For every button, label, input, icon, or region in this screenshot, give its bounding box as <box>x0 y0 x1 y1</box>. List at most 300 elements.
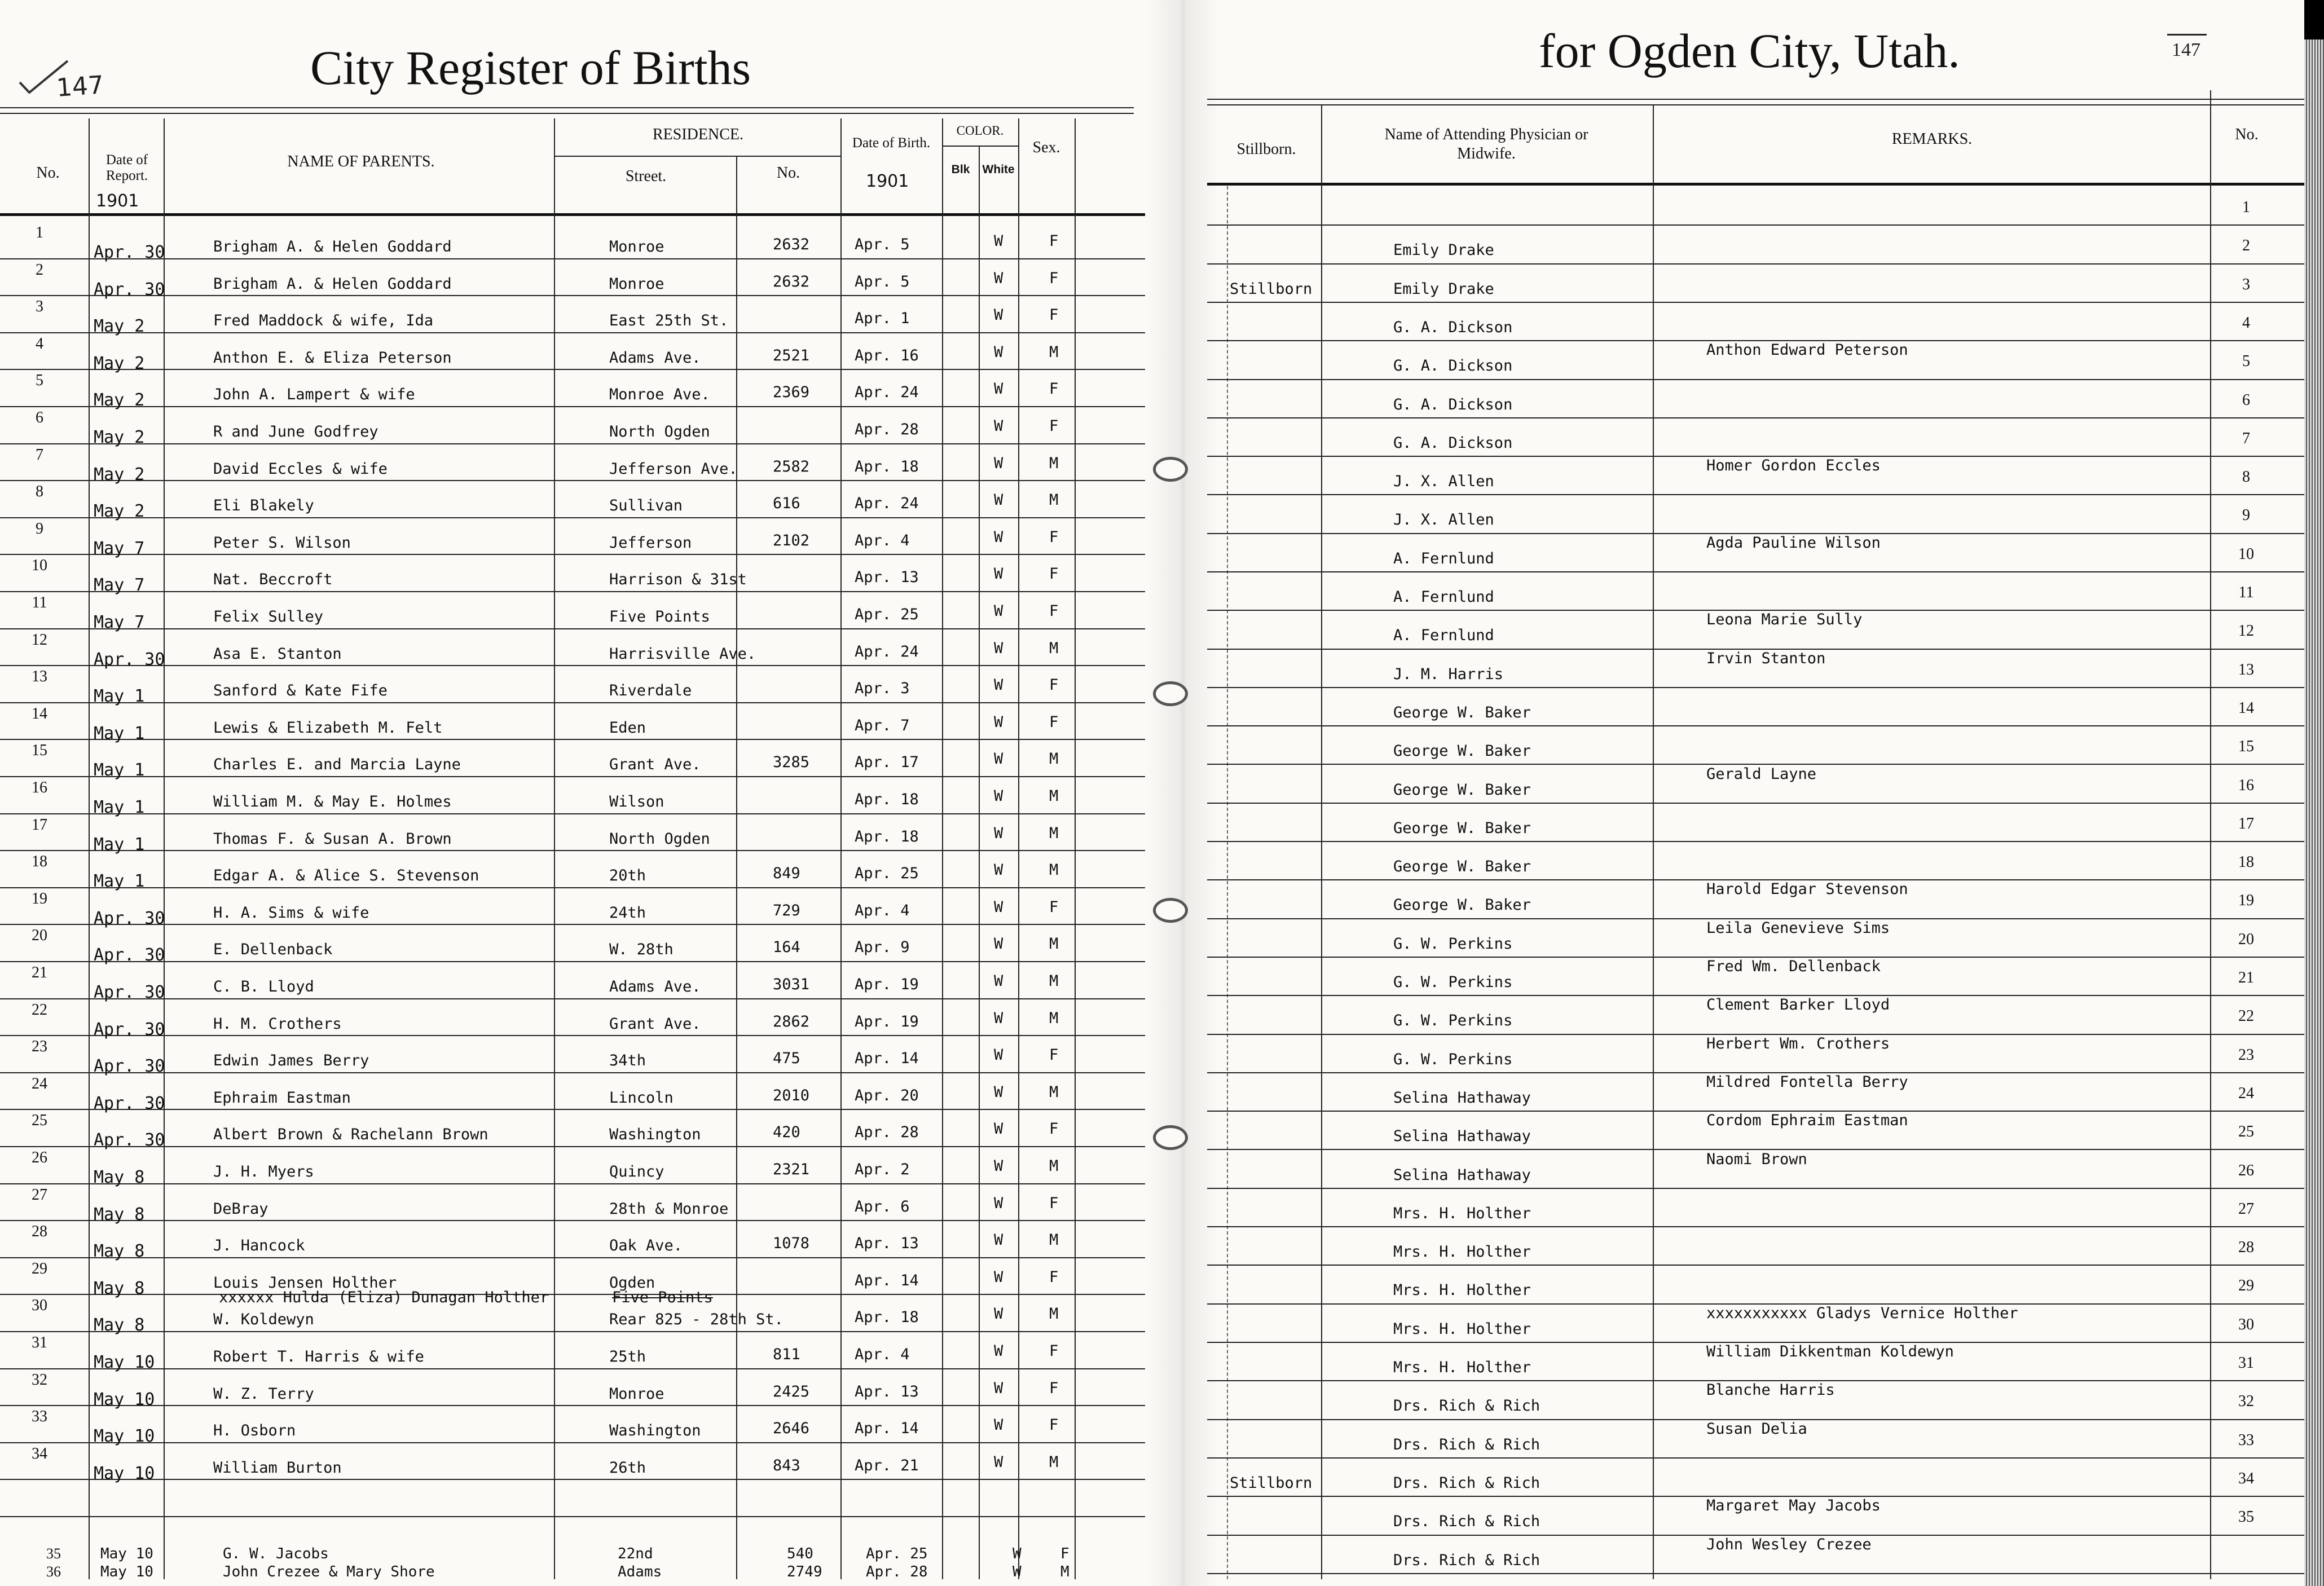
report-date: May 2 <box>94 501 145 521</box>
color-header-rule <box>942 146 1018 147</box>
residence-street: 22nd <box>618 1545 653 1562</box>
attending-physician: Mrs. H. Holther <box>1393 1359 1531 1376</box>
parents-name: David Eccles & wife <box>213 460 388 478</box>
attending-physician: Mrs. H. Holther <box>1393 1320 1531 1338</box>
birth-date: Apr. 1 <box>855 310 910 327</box>
row-number: 15 <box>32 742 47 759</box>
attending-physician: Drs. Rich & Rich <box>1393 1436 1540 1453</box>
residence-street: Ogden <box>609 1274 655 1292</box>
row-rule <box>0 1405 1145 1406</box>
report-date: Apr. 30 <box>94 983 165 1002</box>
row-rule <box>0 1183 1145 1184</box>
color-mark: W <box>994 825 1003 842</box>
remarks-child-name: Anthon Edward Peterson <box>1706 341 1908 359</box>
parents-name: Thomas F. & Susan A. Brown <box>213 830 452 848</box>
row-rule <box>0 776 1145 777</box>
row-rule <box>0 443 1145 444</box>
header-no: No. <box>36 164 60 182</box>
residence-street: Monroe Ave. <box>609 386 710 403</box>
row-rule <box>1207 1188 2304 1189</box>
row-rule <box>0 295 1145 296</box>
report-date: May 8 <box>94 1241 145 1261</box>
row-rule <box>1207 1265 2304 1266</box>
birth-date: Apr. 25 <box>855 865 919 882</box>
col-rule <box>1018 118 1019 1579</box>
remarks-child-name: Irvin Stanton <box>1706 650 1826 667</box>
parents-name: Louis Jensen Holther <box>213 1274 397 1292</box>
color-mark: W <box>994 232 1003 250</box>
birth-date: Apr. 25 <box>866 1545 928 1562</box>
report-date: Apr. 30 <box>94 1056 165 1076</box>
attending-physician: Emily Drake <box>1393 241 1494 259</box>
row-number: 13 <box>32 668 47 685</box>
header-color: COLOR. <box>956 124 1004 138</box>
row-rule <box>0 591 1145 592</box>
row-rule <box>1207 1226 2304 1227</box>
birth-date: Apr. 20 <box>855 1087 919 1104</box>
residence-street: Grant Ave. <box>609 1015 701 1033</box>
color-mark: W <box>994 1157 1003 1175</box>
attending-physician: J. X. Allen <box>1393 511 1494 528</box>
row-number: 5 <box>2242 353 2250 370</box>
row-number: 19 <box>32 890 47 907</box>
sex-mark: M <box>1049 1157 1059 1175</box>
row-number: 8 <box>2242 468 2250 486</box>
residence-number: 2010 <box>773 1087 810 1104</box>
row-rule <box>0 1220 1145 1221</box>
parents-name: Brigham A. & Helen Goddard <box>213 275 452 293</box>
row-number: 22 <box>32 1001 47 1019</box>
color-mark: W <box>994 1342 1003 1360</box>
row-number: 9 <box>2242 506 2250 524</box>
color-mark: W <box>994 1083 1003 1101</box>
sex-mark: M <box>1049 491 1059 509</box>
birth-date: Apr. 21 <box>855 1457 919 1474</box>
header-rule-top-left <box>0 107 1134 114</box>
residence-number: 2521 <box>773 347 810 364</box>
residence-number: 729 <box>773 902 800 919</box>
parents-name-line2: xxxxxx Hulda (Eliza) Dunagan Holther <box>219 1289 549 1306</box>
birth-date: Apr. 28 <box>866 1563 928 1580</box>
parents-name: John A. Lampert & wife <box>213 386 415 403</box>
color-mark: W <box>1013 1545 1022 1562</box>
parents-name: G. W. Jacobs <box>223 1545 329 1562</box>
residence-street: Five Points <box>609 608 710 625</box>
birth-date: Apr. 19 <box>855 1013 919 1030</box>
row-number: 16 <box>2238 777 2254 794</box>
sex-mark: M <box>1060 1563 1069 1580</box>
residence-number: 2425 <box>773 1383 810 1400</box>
residence-street: 34th <box>609 1052 646 1069</box>
color-mark: W <box>994 713 1003 731</box>
row-number: 4 <box>2242 314 2250 332</box>
report-date: May 8 <box>94 1315 145 1335</box>
row-number: 5 <box>36 372 43 389</box>
row-number: 19 <box>2238 892 2254 909</box>
header-year-birth: 1901 <box>866 171 909 191</box>
row-number: 35 <box>2238 1508 2254 1526</box>
row-rule <box>0 369 1145 370</box>
residence-street: Washington <box>609 1422 701 1439</box>
color-mark: W <box>994 602 1003 620</box>
row-number: 3 <box>36 298 43 315</box>
row-rule <box>0 258 1145 259</box>
remarks-child-name: William Dikkentman Koldewyn <box>1706 1343 1954 1360</box>
residence-street: Grant Ave. <box>609 756 701 773</box>
parents-name: Edgar A. & Alice S. Stevenson <box>213 867 479 884</box>
row-rule <box>0 850 1145 851</box>
color-mark: W <box>994 750 1003 768</box>
sex-mark: F <box>1049 1416 1059 1434</box>
row-number: 7 <box>2242 430 2250 447</box>
sex-mark: F <box>1049 898 1059 916</box>
row-rule <box>0 1442 1145 1443</box>
header-stillborn: Stillborn. <box>1236 140 1296 158</box>
row-number: 31 <box>32 1334 47 1351</box>
residence-street: Monroe <box>609 238 664 255</box>
color-mark: W <box>994 935 1003 953</box>
header-sex: Sex. <box>1032 139 1060 156</box>
row-number: 1 <box>36 224 43 241</box>
birth-date: Apr. 13 <box>855 569 919 586</box>
report-date: May 2 <box>94 390 145 410</box>
residence-street: Jefferson Ave. <box>609 460 738 478</box>
row-rule <box>0 332 1145 333</box>
residence-number: 2632 <box>773 273 810 290</box>
sex-mark: F <box>1049 713 1059 731</box>
row-rule <box>1207 302 2304 303</box>
birth-date: Apr. 6 <box>855 1198 910 1215</box>
residence-street: East 25th St. <box>609 312 729 329</box>
parents-name: John Crezee & Mary Shore <box>223 1563 435 1580</box>
row-number: 28 <box>2238 1239 2254 1256</box>
residence-number: 2646 <box>773 1420 810 1437</box>
sex-mark: M <box>1049 1453 1059 1471</box>
report-date: May 1 <box>94 835 145 854</box>
birth-date: Apr. 18 <box>855 791 919 808</box>
sex-mark: F <box>1049 1120 1059 1138</box>
col-rule <box>89 118 90 1579</box>
attending-physician: G. W. Perkins <box>1393 973 1513 991</box>
residence-number: 811 <box>773 1346 800 1363</box>
attending-physician: Drs. Rich & Rich <box>1393 1397 1540 1415</box>
birth-date: Apr. 18 <box>855 828 919 845</box>
residence-street: Adams <box>618 1563 662 1580</box>
row-number: 27 <box>32 1186 47 1204</box>
parents-name: H. M. Crothers <box>213 1015 342 1033</box>
color-mark: W <box>994 640 1003 657</box>
attending-physician: Selina Hathaway <box>1393 1089 1531 1107</box>
parents-name: Albert Brown & Rachelann Brown <box>213 1126 488 1143</box>
parents-name: Felix Sulley <box>213 608 324 625</box>
attending-physician: J. M. Harris <box>1393 666 1504 683</box>
parents-name: W. Koldewyn <box>213 1311 314 1328</box>
col-rule <box>554 118 555 1579</box>
sex-mark: M <box>1049 1083 1059 1101</box>
row-number: 12 <box>32 631 47 649</box>
color-mark: W <box>994 343 1003 361</box>
remarks-child-name: Homer Gordon Eccles <box>1706 457 1881 474</box>
row-rule <box>0 1072 1145 1073</box>
residence-number: 2749 <box>787 1563 822 1580</box>
residence-street: Adams Ave. <box>609 349 701 367</box>
residence-number: 2862 <box>773 1013 810 1030</box>
row-number: 18 <box>32 853 47 870</box>
remarks-child-name: xxxxxxxxxxx Gladys Vernice Holther <box>1706 1305 2018 1322</box>
report-date: May 10 <box>94 1352 155 1372</box>
color-mark: W <box>994 491 1003 509</box>
row-rule <box>1207 263 2304 265</box>
parents-name: Nat. Beccroft <box>213 571 333 588</box>
row-rule <box>0 1035 1145 1036</box>
header-physician: Name of Attending Physician or Midwife. <box>1384 126 1588 162</box>
parents-name: J. H. Myers <box>213 1163 314 1180</box>
remarks-child-name: Susan Delia <box>1706 1420 1807 1438</box>
row-number: 8 <box>36 483 43 500</box>
residence-number: 2369 <box>773 384 810 401</box>
row-rule <box>1207 1149 2304 1150</box>
residence-number: 616 <box>773 495 800 512</box>
row-rule <box>0 887 1145 888</box>
residence-street: Harrisville Ave. <box>609 645 756 663</box>
row-rule <box>0 961 1145 962</box>
attending-physician: George W. Baker <box>1393 858 1531 875</box>
row-number: 4 <box>36 335 43 353</box>
col-rule <box>1227 186 1228 1579</box>
row-number: 10 <box>32 557 47 574</box>
header-parents: NAME OF PARENTS. <box>287 153 435 170</box>
remarks-child-name: Clement Barker Lloyd <box>1706 996 1890 1014</box>
report-date: May 10 <box>94 1390 155 1409</box>
residence-number: 2632 <box>773 236 810 253</box>
row-rule <box>1207 224 2304 226</box>
report-date: May 1 <box>94 760 145 780</box>
report-date: Apr. 30 <box>94 945 165 965</box>
residence-street: Eden <box>609 719 646 737</box>
row-number: 31 <box>2238 1354 2254 1372</box>
sex-mark: M <box>1049 935 1059 953</box>
residence-street: W. 28th <box>609 941 674 958</box>
report-date: May 1 <box>94 871 145 891</box>
row-rule <box>0 628 1145 629</box>
row-rule <box>0 665 1145 666</box>
row-number: 22 <box>2238 1007 2254 1025</box>
sex-mark: F <box>1049 306 1059 324</box>
row-number: 33 <box>2238 1431 2254 1449</box>
birth-date: Apr. 5 <box>855 236 910 253</box>
parents-name: Peter S. Wilson <box>213 534 351 552</box>
residence-street: Adams Ave. <box>609 978 701 995</box>
attending-physician: George W. Baker <box>1393 896 1531 914</box>
remarks-child-name: Harold Edgar Stevenson <box>1706 880 1908 898</box>
row-rule <box>1207 379 2304 380</box>
residence-number: 164 <box>773 939 800 956</box>
attending-physician: George W. Baker <box>1393 781 1531 799</box>
attending-physician: G. W. Perkins <box>1393 935 1513 953</box>
color-mark: W <box>994 1120 1003 1138</box>
birth-date: Apr. 14 <box>855 1420 919 1437</box>
color-mark: W <box>994 861 1003 879</box>
row-rule <box>1207 803 2304 804</box>
sex-mark: F <box>1049 1380 1059 1397</box>
row-rule <box>1207 764 2304 765</box>
row-number: 16 <box>32 779 47 796</box>
birth-date: Apr. 28 <box>855 421 919 438</box>
row-number: 30 <box>32 1297 47 1314</box>
parents-name: Anthon E. & Eliza Peterson <box>213 349 452 367</box>
parents-name: Fred Maddock & wife, Ida <box>213 312 434 329</box>
row-number: 14 <box>2238 699 2254 717</box>
parents-name: Edwin James Berry <box>213 1052 369 1069</box>
residence-number: 1078 <box>773 1235 810 1252</box>
birth-date: Apr. 13 <box>855 1235 919 1252</box>
remarks-child-name: Leila Genevieve Sims <box>1706 919 1890 937</box>
row-number: 1 <box>2242 199 2250 216</box>
color-mark: W <box>994 676 1003 694</box>
birth-date: Apr. 18 <box>855 1309 919 1326</box>
parents-name: H. A. Sims & wife <box>213 904 369 922</box>
remarks-child-name: Fred Wm. Dellenback <box>1706 958 1881 975</box>
row-rule <box>0 998 1145 999</box>
report-date: May 10 <box>100 1563 153 1580</box>
attending-physician: Mrs. H. Holther <box>1393 1281 1531 1299</box>
row-number: 26 <box>2238 1162 2254 1179</box>
row-number: 29 <box>32 1260 47 1277</box>
row-number: 35 <box>46 1545 61 1562</box>
attending-physician: G. A. Dickson <box>1393 396 1513 413</box>
report-date: May 10 <box>94 1464 155 1483</box>
report-date: May 10 <box>94 1426 155 1446</box>
birth-date: Apr. 28 <box>855 1124 919 1141</box>
row-rule <box>1207 687 2304 688</box>
color-mark: W <box>994 417 1003 435</box>
parents-name: Brigham A. & Helen Goddard <box>213 238 452 255</box>
row-rule <box>0 554 1145 555</box>
attending-physician: A. Fernlund <box>1393 627 1494 644</box>
row-number: 10 <box>2238 545 2254 563</box>
parents-name: DeBray <box>213 1200 269 1218</box>
residence-street: 20th <box>609 867 646 884</box>
sex-mark: M <box>1049 455 1059 472</box>
report-date: Apr. 30 <box>94 909 165 928</box>
attending-physician: Selina Hathaway <box>1393 1166 1531 1184</box>
residence-street: 25th <box>609 1348 646 1365</box>
sex-mark: F <box>1049 528 1059 546</box>
birth-date: Apr. 16 <box>855 347 919 364</box>
sex-mark: M <box>1049 1231 1059 1249</box>
binder-ring <box>1153 898 1188 923</box>
row-number: 11 <box>32 594 47 611</box>
sex-mark: M <box>1049 787 1059 805</box>
sex-mark: M <box>1049 750 1059 768</box>
row-number: 9 <box>36 520 43 538</box>
book-gutter <box>1146 0 1220 1586</box>
color-mark: W <box>994 1453 1003 1471</box>
parents-name: Lewis & Elizabeth M. Felt <box>213 719 443 737</box>
report-date: May 8 <box>94 1168 145 1187</box>
birth-date: Apr. 5 <box>855 273 910 290</box>
parents-name: H. Osborn <box>213 1422 296 1439</box>
binder-ring <box>1153 681 1188 706</box>
sex-mark: F <box>1049 1046 1059 1064</box>
color-mark: W <box>994 787 1003 805</box>
row-rule <box>1207 494 2304 495</box>
binder-ring <box>1153 1125 1188 1150</box>
header-white: White <box>982 163 1015 176</box>
row-rule <box>0 1146 1145 1147</box>
row-number: 34 <box>32 1445 47 1462</box>
row-number: 21 <box>2238 969 2254 986</box>
report-date: May 1 <box>94 686 145 706</box>
col-rule <box>164 118 165 1579</box>
header-res-no: No. <box>776 164 800 182</box>
col-rule <box>840 118 842 1579</box>
sex-mark: F <box>1049 1342 1059 1360</box>
report-date: May 1 <box>94 798 145 817</box>
residence-number: 849 <box>773 865 800 882</box>
color-mark: W <box>994 270 1003 287</box>
residence-street-line2: Five Points <box>612 1289 713 1306</box>
row-rule <box>0 480 1145 481</box>
row-rule <box>0 924 1145 925</box>
residence-street: Monroe <box>609 1385 664 1403</box>
sex-mark: M <box>1049 861 1059 879</box>
attending-physician: Drs. Rich & Rich <box>1393 1513 1540 1530</box>
row-rule <box>1207 841 2304 842</box>
header-blk: Blk <box>951 163 970 176</box>
header-rule-bottom-left <box>0 213 1145 216</box>
row-number: 2 <box>2242 237 2250 254</box>
attending-physician: G. W. Perkins <box>1393 1012 1513 1029</box>
row-number: 14 <box>32 705 47 722</box>
attending-physician: Drs. Rich & Rich <box>1393 1552 1540 1569</box>
attending-physician: G. A. Dickson <box>1393 319 1513 336</box>
remarks-child-name: Blanche Harris <box>1706 1381 1835 1399</box>
row-number: 15 <box>2238 738 2254 755</box>
remarks-child-name: Agda Pauline Wilson <box>1706 534 1881 552</box>
residence-street: Harrison & 31st <box>609 571 747 588</box>
col-rule <box>2210 90 2211 1579</box>
sex-mark: F <box>1049 232 1059 250</box>
col-rule <box>979 146 980 1579</box>
color-mark: W <box>994 898 1003 916</box>
row-number: 17 <box>2238 815 2254 832</box>
row-rule <box>0 406 1145 407</box>
row-number: 13 <box>2238 661 2254 679</box>
birth-date: Apr. 18 <box>855 458 919 475</box>
row-number: 17 <box>32 816 47 834</box>
residence-street: Rear 825 - 28th St. <box>609 1311 784 1328</box>
residence-street: Sullivan <box>609 497 683 514</box>
birth-date: Apr. 19 <box>855 976 919 993</box>
sex-mark: M <box>1049 343 1059 361</box>
color-mark: W <box>994 1416 1003 1434</box>
color-mark: W <box>994 1268 1003 1286</box>
sex-mark: F <box>1060 1545 1069 1562</box>
report-date: Apr. 30 <box>94 1130 165 1150</box>
residence-street: Oak Ave. <box>609 1237 683 1254</box>
report-date: May 7 <box>94 613 145 632</box>
remarks-child-name: Herbert Wm. Crothers <box>1706 1035 1890 1052</box>
row-rule <box>0 1257 1145 1258</box>
row-number: 32 <box>2238 1393 2254 1410</box>
attending-physician: Mrs. H. Holther <box>1393 1205 1531 1222</box>
parents-name: E. Dellenback <box>213 941 333 958</box>
row-rule <box>1207 417 2304 418</box>
residence-number: 475 <box>773 1050 800 1067</box>
sex-mark: M <box>1049 825 1059 842</box>
stillborn-mark: Stillborn <box>1230 1474 1313 1492</box>
